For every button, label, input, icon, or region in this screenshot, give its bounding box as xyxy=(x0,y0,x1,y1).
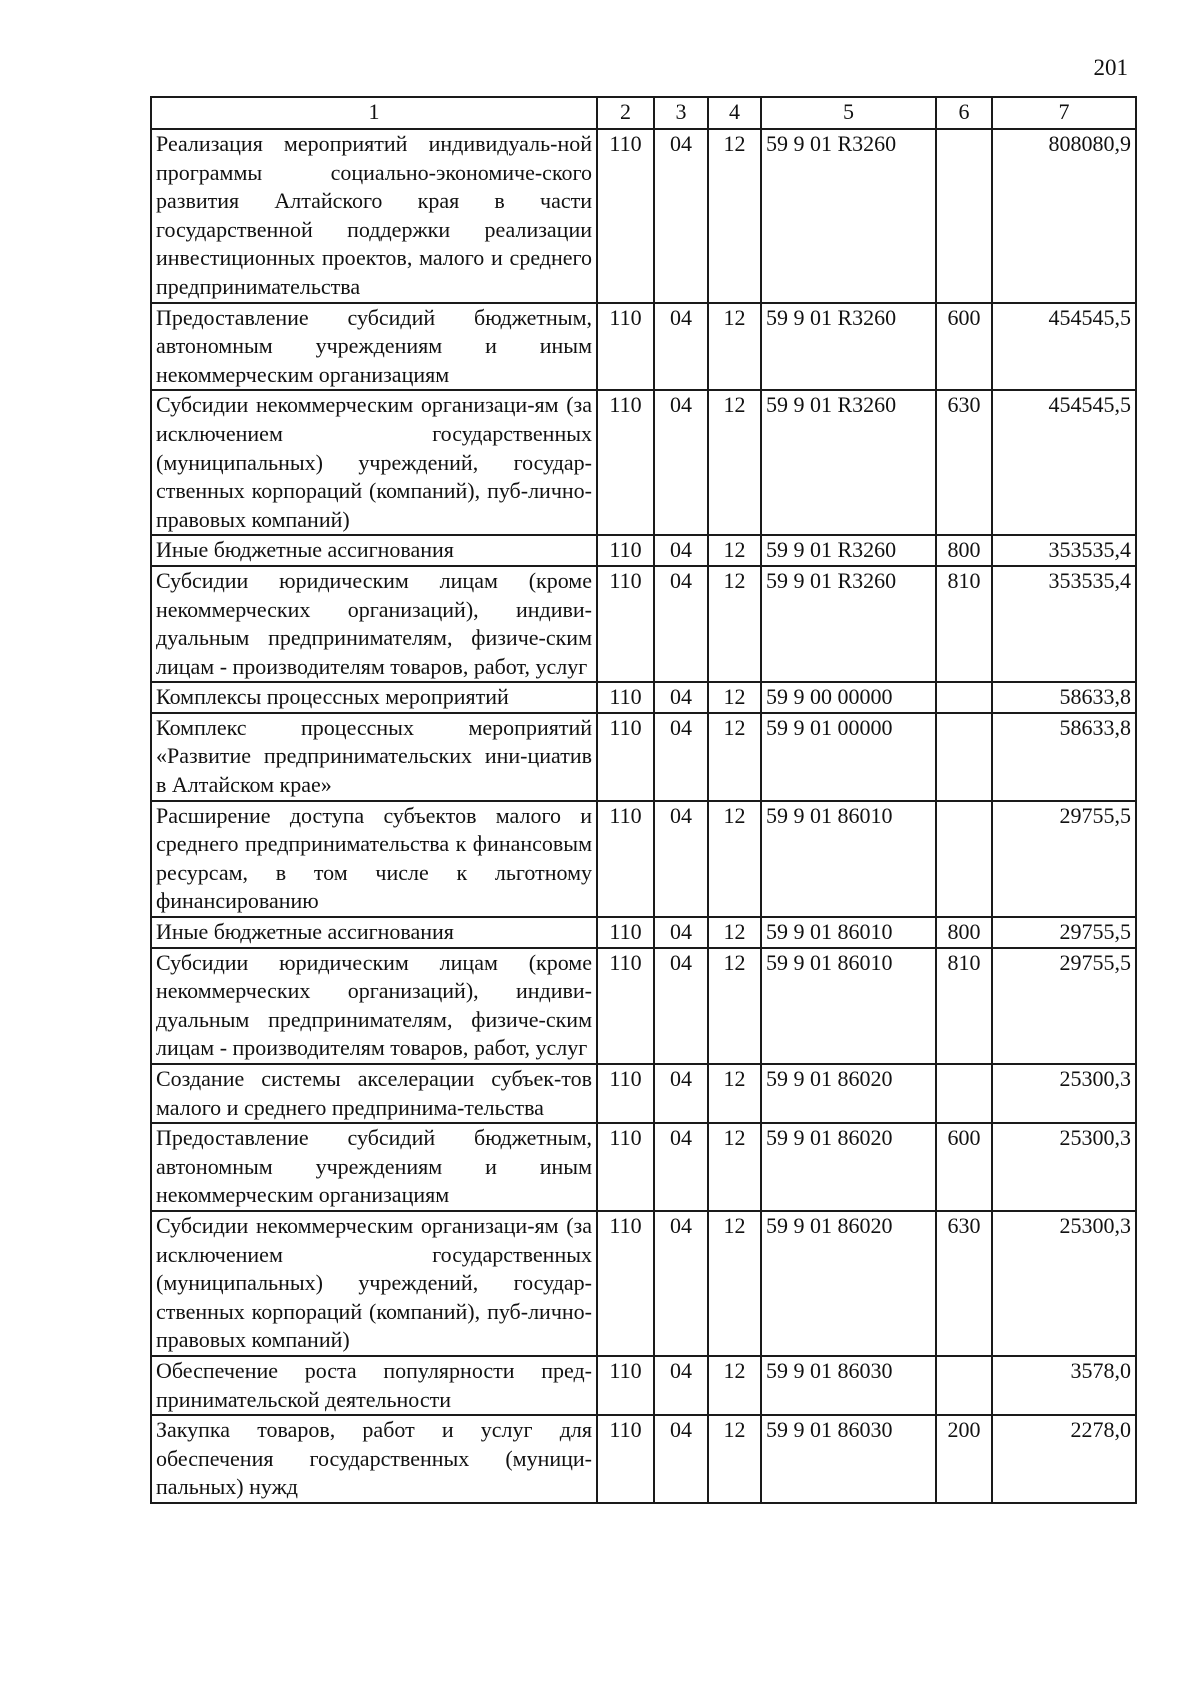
row-amount: 29755,5 xyxy=(992,948,1136,1064)
row-name: Иные бюджетные ассигнования xyxy=(151,917,597,948)
table-row xyxy=(151,713,1136,801)
table-row xyxy=(151,682,1136,713)
row-expense-type xyxy=(936,713,992,801)
row-target-article: 59 9 01 R3260 xyxy=(761,535,936,566)
row-code-4: 12 xyxy=(708,948,761,1064)
row-expense-type: 630 xyxy=(936,390,992,535)
row-code-2: 110 xyxy=(597,129,654,303)
table-row xyxy=(151,566,1136,682)
table-body xyxy=(151,129,1136,1503)
row-name: Субсидии некоммерческим организаци-ям (за исключением государственных (муниципальных) учреждений, государ-ственных корпораций (компаний), пуб-лично-правовых компаний) xyxy=(151,390,597,535)
row-code-3: 04 xyxy=(654,1123,708,1211)
table-row xyxy=(151,1415,1136,1503)
column-header-7: 7 xyxy=(992,97,1136,129)
row-code-3: 04 xyxy=(654,1064,708,1123)
row-code-4: 12 xyxy=(708,917,761,948)
row-amount: 25300,3 xyxy=(992,1211,1136,1356)
row-amount: 3578,0 xyxy=(992,1356,1136,1415)
row-amount: 808080,9 xyxy=(992,129,1136,303)
header-row xyxy=(151,97,1136,129)
row-code-3: 04 xyxy=(654,129,708,303)
row-expense-type xyxy=(936,1064,992,1123)
row-expense-type: 200 xyxy=(936,1415,992,1503)
row-expense-type xyxy=(936,1356,992,1415)
row-amount: 2278,0 xyxy=(992,1415,1136,1503)
row-target-article: 59 9 01 86010 xyxy=(761,801,936,917)
row-code-2: 110 xyxy=(597,1356,654,1415)
column-header-6: 6 xyxy=(936,97,992,129)
table-row xyxy=(151,1064,1136,1123)
row-code-4: 12 xyxy=(708,1064,761,1123)
table-row xyxy=(151,917,1136,948)
row-name: Реализация мероприятий индивидуаль-ной программы социально-экономиче-ского развития Алтайского края в части государственной поддержки реализации инвестиционных проектов, малого и среднего предпринимательства xyxy=(151,129,597,303)
row-code-4: 12 xyxy=(708,566,761,682)
row-code-2: 110 xyxy=(597,801,654,917)
row-expense-type: 810 xyxy=(936,948,992,1064)
table-header xyxy=(151,97,1136,129)
table-row xyxy=(151,1211,1136,1356)
row-target-article: 59 9 01 R3260 xyxy=(761,303,936,391)
row-amount: 29755,5 xyxy=(992,801,1136,917)
row-name: Расширение доступа субъектов малого и среднего предпринимательства к финансовым ресурсам, в том числе к льготному финансированию xyxy=(151,801,597,917)
row-code-3: 04 xyxy=(654,303,708,391)
row-expense-type: 600 xyxy=(936,1123,992,1211)
row-name: Предоставление субсидий бюджетным, автономным учреждениям и иным некоммерческим организациям xyxy=(151,303,597,391)
row-amount: 58633,8 xyxy=(992,713,1136,801)
table-row xyxy=(151,390,1136,535)
row-code-2: 110 xyxy=(597,1064,654,1123)
row-code-2: 110 xyxy=(597,303,654,391)
row-code-3: 04 xyxy=(654,948,708,1064)
column-header-4: 4 xyxy=(708,97,761,129)
row-target-article: 59 9 01 86010 xyxy=(761,917,936,948)
row-expense-type: 800 xyxy=(936,535,992,566)
row-code-4: 12 xyxy=(708,535,761,566)
column-header-2: 2 xyxy=(597,97,654,129)
row-code-3: 04 xyxy=(654,801,708,917)
row-amount: 454545,5 xyxy=(992,303,1136,391)
table-row xyxy=(151,801,1136,917)
row-expense-type: 600 xyxy=(936,303,992,391)
row-name: Комплекс процессных мероприятий «Развитие предпринимательских ини-циатив в Алтайском крае» xyxy=(151,713,597,801)
row-target-article: 59 9 01 86020 xyxy=(761,1211,936,1356)
table-row xyxy=(151,1123,1136,1211)
row-target-article: 59 9 01 R3260 xyxy=(761,390,936,535)
row-code-4: 12 xyxy=(708,801,761,917)
table-row xyxy=(151,129,1136,303)
row-code-4: 12 xyxy=(708,390,761,535)
row-code-4: 12 xyxy=(708,1211,761,1356)
row-code-2: 110 xyxy=(597,390,654,535)
row-target-article: 59 9 01 R3260 xyxy=(761,129,936,303)
row-code-2: 110 xyxy=(597,535,654,566)
page-number: 201 xyxy=(1093,55,1128,80)
row-target-article: 59 9 00 00000 xyxy=(761,682,936,713)
row-amount: 353535,4 xyxy=(992,535,1136,566)
row-code-2: 110 xyxy=(597,948,654,1064)
column-header-3: 3 xyxy=(654,97,708,129)
row-code-3: 04 xyxy=(654,713,708,801)
row-target-article: 59 9 01 86030 xyxy=(761,1356,936,1415)
table-row xyxy=(151,1356,1136,1415)
row-name: Закупка товаров, работ и услуг для обеспечения государственных (муници-пальных) нужд xyxy=(151,1415,597,1503)
row-name: Комплексы процессных мероприятий xyxy=(151,682,597,713)
row-code-3: 04 xyxy=(654,1415,708,1503)
row-target-article: 59 9 01 86020 xyxy=(761,1064,936,1123)
row-amount: 454545,5 xyxy=(992,390,1136,535)
row-code-4: 12 xyxy=(708,1356,761,1415)
row-expense-type: 800 xyxy=(936,917,992,948)
row-target-article: 59 9 01 00000 xyxy=(761,713,936,801)
row-code-4: 12 xyxy=(708,1123,761,1211)
budget-table xyxy=(150,96,1137,1504)
row-code-4: 12 xyxy=(708,1415,761,1503)
row-name: Субсидии некоммерческим организаци-ям (за исключением государственных (муниципальных) учреждений, государ-ственных корпораций (компаний), пуб-лично-правовых компаний) xyxy=(151,1211,597,1356)
row-name: Создание системы акселерации субъек-тов малого и среднего предпринима-тельства xyxy=(151,1064,597,1123)
row-expense-type xyxy=(936,801,992,917)
row-amount: 353535,4 xyxy=(992,566,1136,682)
row-name: Предоставление субсидий бюджетным, автономным учреждениям и иным некоммерческим организациям xyxy=(151,1123,597,1211)
row-code-3: 04 xyxy=(654,1356,708,1415)
row-amount: 25300,3 xyxy=(992,1064,1136,1123)
row-code-4: 12 xyxy=(708,303,761,391)
row-code-2: 110 xyxy=(597,1211,654,1356)
row-amount: 25300,3 xyxy=(992,1123,1136,1211)
row-target-article: 59 9 01 R3260 xyxy=(761,566,936,682)
row-target-article: 59 9 01 86010 xyxy=(761,948,936,1064)
row-name: Субсидии юридическим лицам (кроме некоммерческих организаций), индиви-дуальным предпринимателям, физиче-ским лицам - производителям товаров, работ, услуг xyxy=(151,948,597,1064)
row-code-2: 110 xyxy=(597,566,654,682)
column-header-5: 5 xyxy=(761,97,936,129)
row-amount: 58633,8 xyxy=(992,682,1136,713)
row-name: Субсидии юридическим лицам (кроме некоммерческих организаций), индиви-дуальным предпринимателям, физиче-ским лицам - производителям товаров, работ, услуг xyxy=(151,566,597,682)
row-code-2: 110 xyxy=(597,682,654,713)
row-name: Иные бюджетные ассигнования xyxy=(151,535,597,566)
row-code-2: 110 xyxy=(597,1415,654,1503)
table-row xyxy=(151,948,1136,1064)
row-name: Обеспечение роста популярности пред-принимательской деятельности xyxy=(151,1356,597,1415)
row-code-4: 12 xyxy=(708,129,761,303)
row-target-article: 59 9 01 86030 xyxy=(761,1415,936,1503)
row-code-4: 12 xyxy=(708,682,761,713)
row-code-3: 04 xyxy=(654,390,708,535)
table-row xyxy=(151,535,1136,566)
row-code-3: 04 xyxy=(654,917,708,948)
row-target-article: 59 9 01 86020 xyxy=(761,1123,936,1211)
row-code-2: 110 xyxy=(597,1123,654,1211)
table-row xyxy=(151,303,1136,391)
row-amount: 29755,5 xyxy=(992,917,1136,948)
row-expense-type: 630 xyxy=(936,1211,992,1356)
column-header-1: 1 xyxy=(151,97,597,129)
row-expense-type xyxy=(936,682,992,713)
row-code-2: 110 xyxy=(597,713,654,801)
row-code-3: 04 xyxy=(654,566,708,682)
row-expense-type: 810 xyxy=(936,566,992,682)
row-expense-type xyxy=(936,129,992,303)
row-code-4: 12 xyxy=(708,713,761,801)
row-code-3: 04 xyxy=(654,1211,708,1356)
row-code-3: 04 xyxy=(654,535,708,566)
row-code-3: 04 xyxy=(654,682,708,713)
row-code-2: 110 xyxy=(597,917,654,948)
